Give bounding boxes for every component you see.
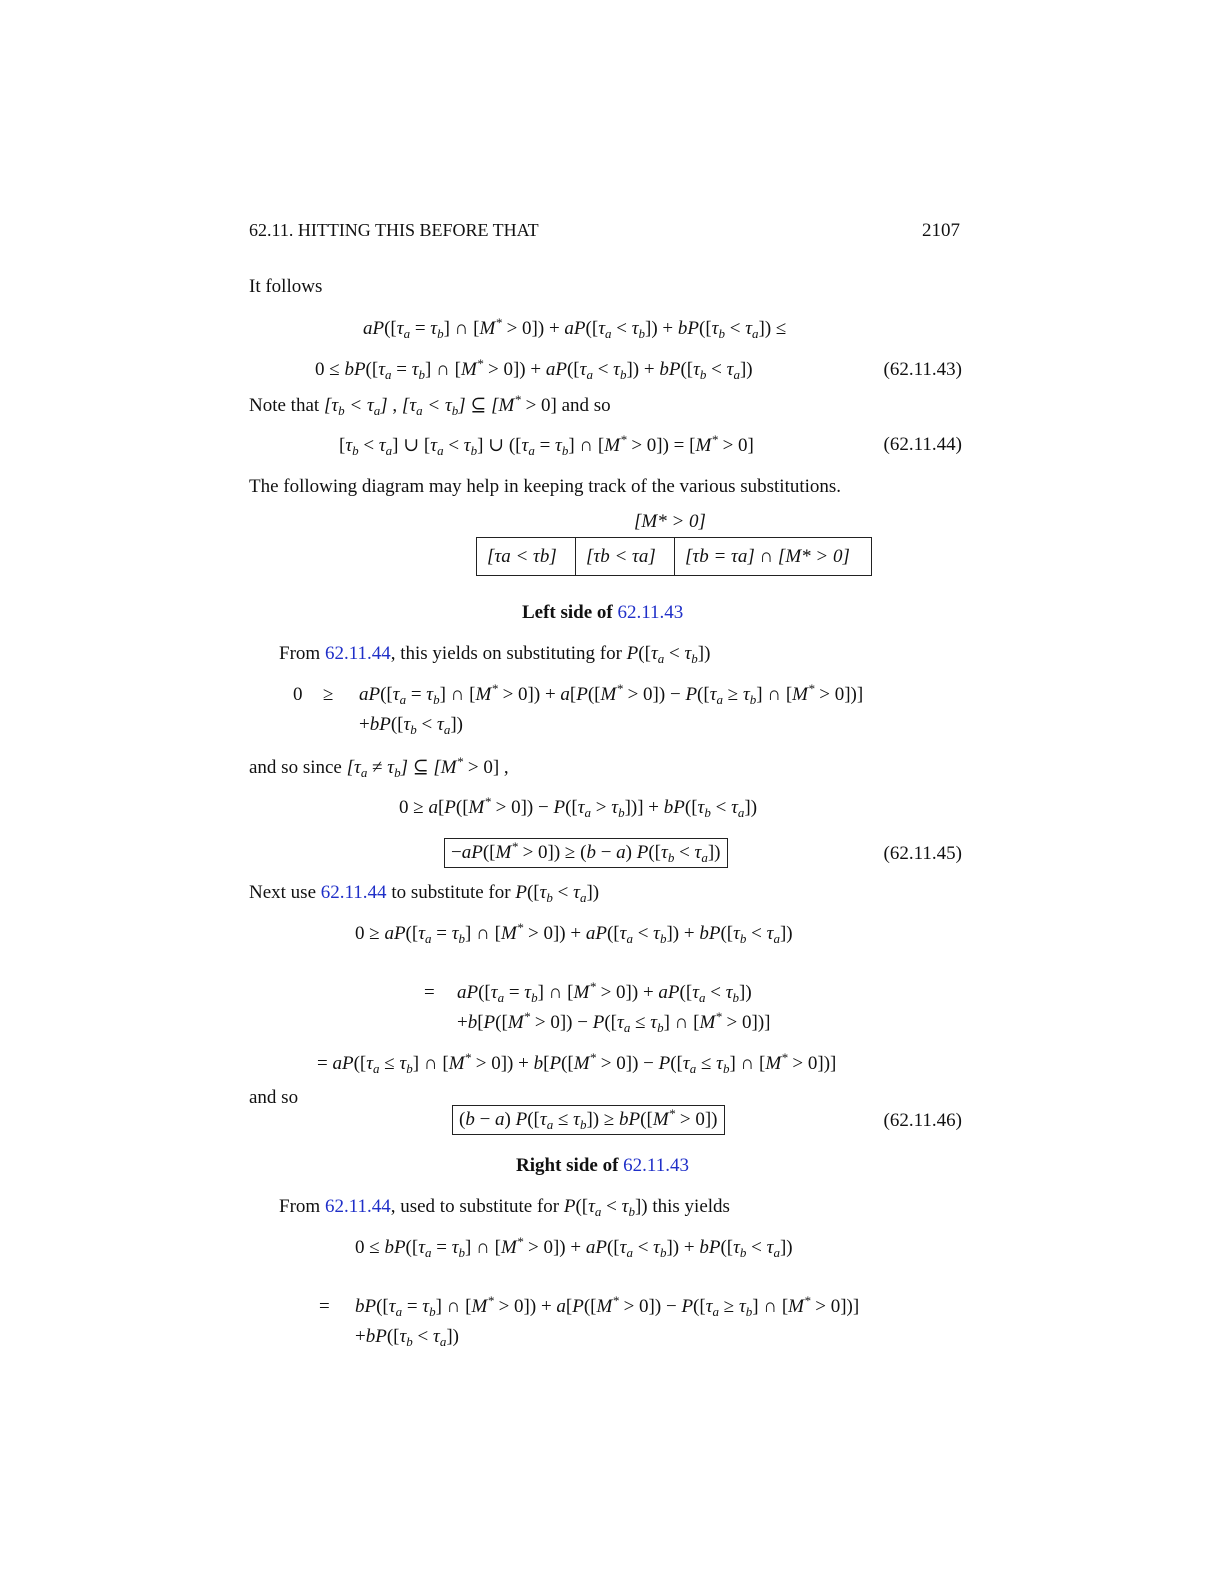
- equation-number-45: (62.11.45): [883, 843, 962, 864]
- ref-eq-43-link-2[interactable]: 62.11.43: [623, 1155, 689, 1176]
- text-from-1: From 62.11.44, this yields on substituting for $P([\tau_a < \tau_b])$: [279, 643, 711, 666]
- next-use-suffix: to substitute for: [391, 882, 511, 903]
- equation-inequality-1: $0 \ge a[P([M^* > 0]) - P([\tau_a > \tau_b])] + bP([\tau_b < \tau_a])$: [399, 794, 758, 820]
- equation-chain-2-line3: $+b[P([M^* > 0]) - P([\tau_a \le \tau_b]$ ∩ [M* > 0])]: [457, 1009, 771, 1035]
- equation-chain-3-line3: $+bP([\tau_b < \tau_a])$: [355, 1326, 459, 1349]
- diagram-cell-2: [τb < τa]: [576, 538, 675, 576]
- equation-43-line1: $aP([\tau_a = \tau_b]$ ∩ $[M^* > 0]) + aP([\tau_a < \tau_b]) + bP([\tau_b < \tau_a])$ ≤: [363, 315, 787, 341]
- equation-45-boxed: −aP([M* > 0]) ≥ (b − a) $P([\tau_b < \tau_a])$: [444, 838, 728, 868]
- equation-chain-2-line4: = $aP([\tau_a \le \tau_b]$ ∩ $[M^* > 0]) + b[P([M^* > 0]) - P([\tau_a \le \tau_b]$ ∩ [M* > 0])]: [317, 1050, 837, 1076]
- equation-43-line2: $0 \le bP([\tau_a = \tau_b]$ ∩ $[M^* > 0]) + aP([\tau_a < \tau_b]) + bP([\tau_b < \tau_a])$: [315, 356, 753, 382]
- from-prefix: From: [279, 643, 321, 664]
- text-it-follows: It follows: [249, 276, 323, 297]
- ref-eq-43-link[interactable]: 62.11.43: [617, 602, 684, 623]
- aligned-eq-1-line2: $+bP([\tau_b < \tau_a])$: [359, 714, 463, 737]
- text-next-use: Next use 62.11.44 to substitute for $P([\tau_b < \tau_a])$: [249, 882, 600, 905]
- diagram-label: [M* > 0]: [634, 511, 706, 532]
- heading-left-side: [522, 602, 683, 624]
- note-that-suffix: and so: [561, 395, 611, 416]
- text-and-so-since: and so since $[\tau_a \ne \tau_b]$ ⊆ [M* > 0] ,: [249, 754, 509, 780]
- equation-number-46: (62.11.46): [883, 1110, 962, 1131]
- from2-prefix: From: [279, 1196, 321, 1217]
- equation-chain-2-eq-sign: =: [424, 982, 435, 1003]
- equation-chain-3-line2: $bP([\tau_a = \tau_b]$ ∩ $[M^* > 0]) + a[P([M^* > 0]) - P([\tau_a \ge \tau_b]$ ∩ [M* > 0])]: [355, 1293, 860, 1319]
- this-yields: this yields: [652, 1196, 730, 1217]
- diagram-cell-3: [τb = τa] ∩ [M* > 0]: [675, 538, 872, 576]
- heading-left-side-text: Left side of: [522, 602, 613, 623]
- equation-44: $[\tau_b < \tau_a]$ ∪ $[\tau_a < \tau_b]$ ∪ ($[\tau_a = \tau_b]$ ∩ [M* > 0]) = [M* > 0]: [339, 432, 754, 458]
- text-and-so: and so: [249, 1087, 299, 1108]
- aligned-eq-1-rel: ≥: [323, 684, 334, 705]
- from1-suffix: , this yields on substituting for: [390, 643, 622, 664]
- equation-number-44: (62.11.44): [883, 434, 962, 455]
- equation-chain-2-line1: $0 \ge aP([\tau_a = \tau_b]$ ∩ $[M^* > 0]) + aP([\tau_a < \tau_b]) + bP([\tau_b < \tau_a])$: [355, 920, 793, 946]
- heading-right-side-text: Right side of: [516, 1155, 619, 1176]
- ref-eq-44-link-2[interactable]: 62.11.44: [320, 882, 387, 903]
- note-that-prefix: Note that: [249, 395, 320, 416]
- and-so-since-text: and so since: [249, 757, 342, 778]
- text-note-that: Note that $[\tau_b < \tau_a]$ , $[\tau_a < \tau_b]$ ⊆ [M* > 0] and so: [249, 392, 611, 418]
- ref-eq-44-link-3[interactable]: 62.11.44: [324, 1196, 391, 1217]
- running-header: 62.11. HITTING THIS BEFORE THAT: [249, 220, 539, 240]
- diagram-cell-1: [τa < τb]: [477, 538, 576, 576]
- equation-46-boxed: (b − a) $P([\tau_a \le \tau_b]) \ge bP([M^* > 0])$: [452, 1105, 725, 1135]
- equation-chain-3-line1: $0 \le bP([\tau_a = \tau_b]$ ∩ $[M^* > 0]) + aP([\tau_a < \tau_b]) + bP([\tau_b < \tau_a])$: [355, 1234, 793, 1260]
- equation-chain-3-eq-sign: =: [319, 1296, 330, 1317]
- next-use-prefix: Next use: [249, 882, 317, 903]
- page-number: 2107: [922, 220, 960, 241]
- from2-suffix: , used to substitute for: [390, 1196, 560, 1217]
- aligned-eq-1-lhs: 0: [293, 684, 303, 705]
- aligned-eq-1-line1: $aP([\tau_a = \tau_b]$ ∩ $[M^* > 0]) + a[P([M^* > 0]) - P([\tau_a \ge \tau_b]$ ∩ [M* > 0])]: [359, 681, 864, 707]
- equation-chain-2-line2: $aP([\tau_a = \tau_b]$ ∩ $[M^* > 0]) + aP([\tau_a < \tau_b])$: [457, 979, 752, 1005]
- heading-right-side: [516, 1155, 689, 1177]
- substitution-diagram: [476, 537, 872, 576]
- text-from-2: From 62.11.44, used to substitute for $P([\tau_a < \tau_b])$ this yields: [279, 1196, 730, 1219]
- ref-eq-44-link-1[interactable]: 62.11.44: [324, 643, 391, 664]
- equation-number-43: (62.11.43): [883, 359, 962, 380]
- text-diagram-intro: The following diagram may help in keeping track of the various substitutions.: [249, 476, 842, 497]
